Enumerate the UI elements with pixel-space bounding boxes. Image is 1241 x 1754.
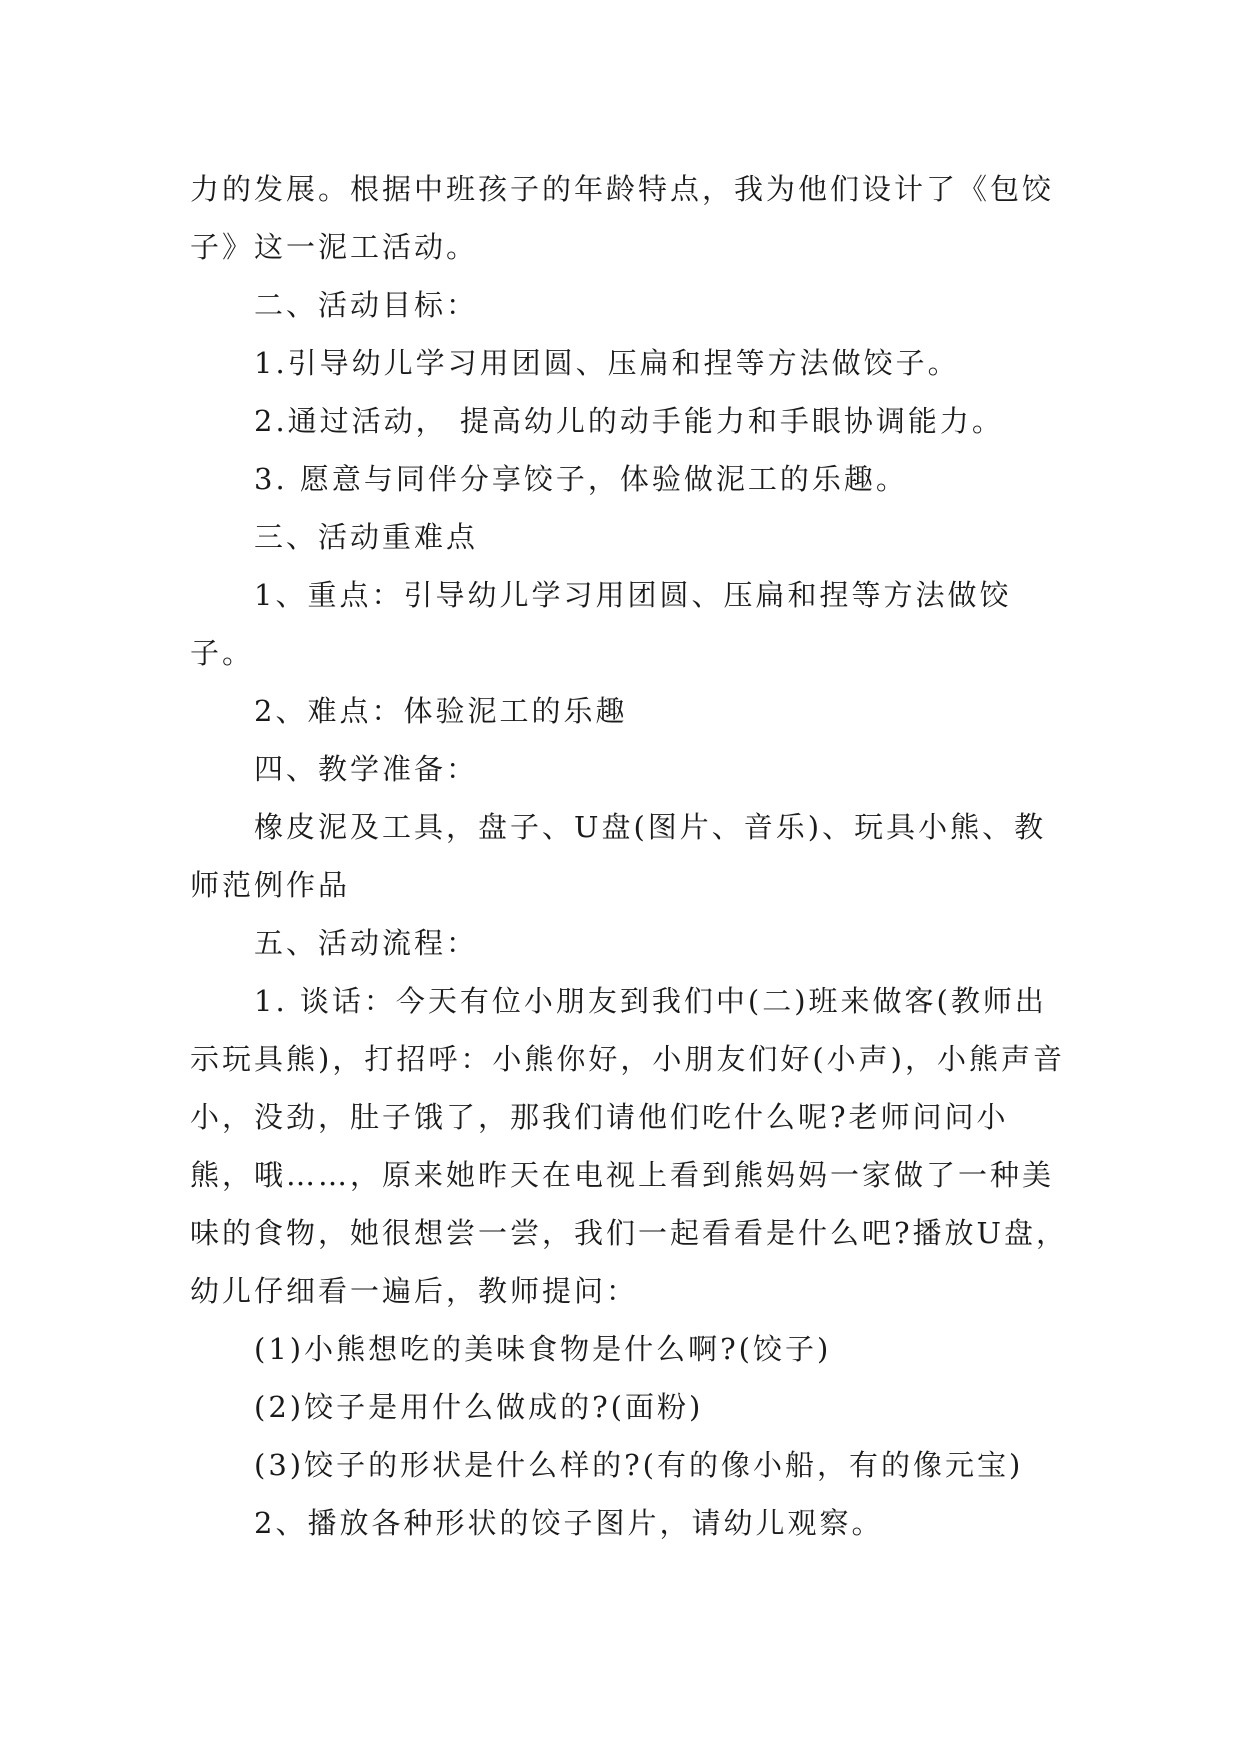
goal-item-1: 1.引导幼儿学习用团圆、压扁和捏等方法做饺子。	[254, 346, 960, 380]
heading-activity-flow: 五、活动流程：	[254, 926, 479, 960]
question-item-3: (3)饺子的形状是什么样的?(有的像小船，有的像元宝)	[254, 1448, 1024, 1482]
document-body	[190, 160, 1070, 1552]
flow-step-2: 2、播放各种形状的饺子图片，请幼儿观察。	[254, 1506, 884, 1540]
question-item-1: (1)小熊想吃的美味食物是什么啊?(饺子)	[254, 1332, 832, 1366]
goal-item-2: 2.通过活动， 提高幼儿的动手能力和手眼协调能力。	[254, 404, 1004, 438]
difficult-point-item: 2、难点：体验泥工的乐趣	[254, 694, 628, 728]
question-item-2: (2)饺子是用什么做成的?(面粉)	[254, 1390, 704, 1424]
key-point-item: 1、重点：引导幼儿学习用团圆、压扁和捏等方法做饺子。	[190, 578, 1012, 670]
goal-item-3: 3. 愿意与同伴分享饺子，体验做泥工的乐趣。	[254, 462, 908, 496]
heading-activity-goals: 二、活动目标：	[254, 288, 479, 322]
preparation-item: 橡皮泥及工具，盘子、U盘(图片、音乐)、玩具小熊、教师范例作品	[190, 810, 1047, 902]
heading-key-points: 三、活动重难点	[254, 520, 479, 554]
flow-step-1: 1. 谈话：今天有位小朋友到我们中(二)班来做客(教师出示玩具熊)，打招呼：小熊你好，小朋友们好(小声)，小熊声音小，没劲，肚子饿了，那我们请他们吃什么呢?老师问问小熊，哦……，原来她昨天在电视上看到熊妈妈一家做了一种美味的食物，她很想尝一尝，我们一起看看是什么吧?播放U盘，幼儿仔细看一遍后，教师提问：	[190, 984, 1068, 1308]
heading-preparation: 四、教学准备：	[254, 752, 479, 786]
paragraph-intro: 力的发展。根据中班孩子的年龄特点，我为他们设计了《包饺子》这一泥工活动。	[190, 172, 1055, 264]
